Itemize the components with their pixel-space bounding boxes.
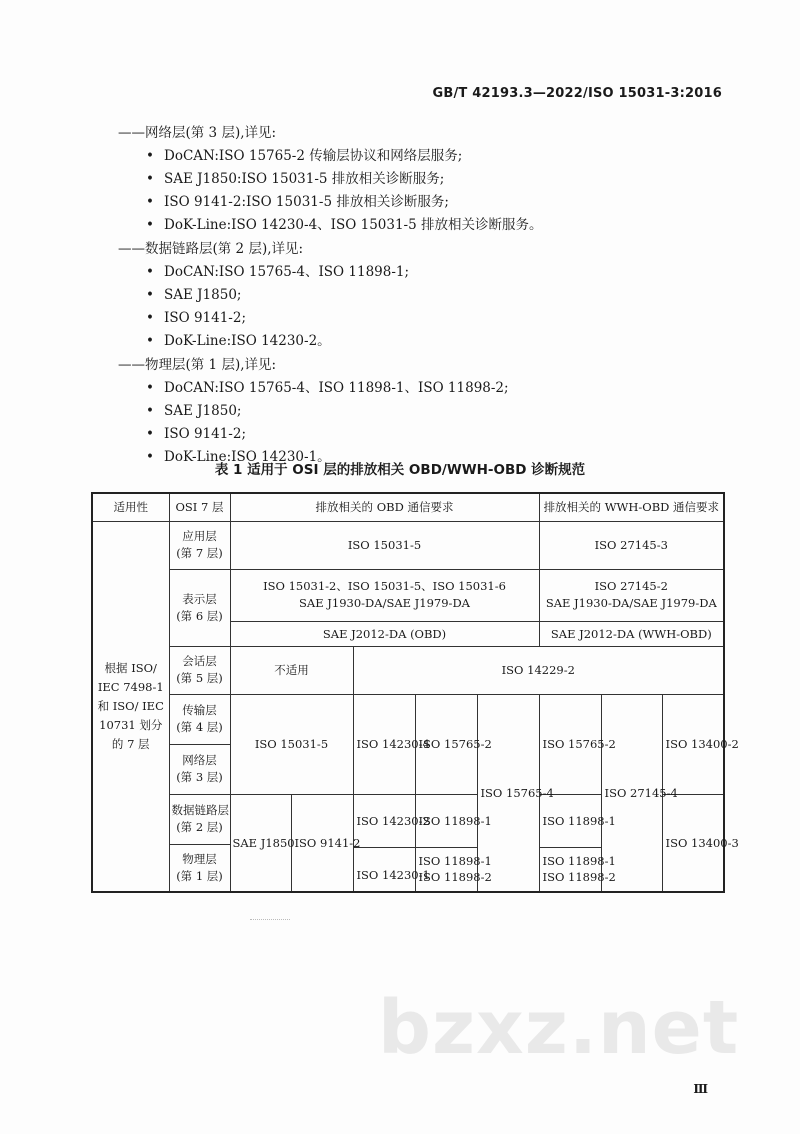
- cell-l43-kline: ISO 14230-4: [353, 694, 415, 794]
- layer-3-label: 网络层 (第 3 层): [169, 744, 230, 794]
- header-osi-layer: OSI 7 层: [169, 493, 230, 521]
- list-item: • DoK-Line:ISO 14230-4、ISO 15031-5 排放相关诊断服务。: [118, 214, 738, 237]
- list-item: • SAE J1850:ISO 15031-5 排放相关诊断服务;: [118, 168, 738, 191]
- cell-wwh-l43-docan: ISO 15765-2: [539, 694, 601, 794]
- bullet-icon: •: [146, 287, 154, 303]
- cell-l21-iso9141: ISO 9141-2: [291, 794, 353, 892]
- list-item: • DoK-Line:ISO 14230-1。: [118, 446, 738, 469]
- list-item: • ISO 9141-2:ISO 15031-5 排放相关诊断服务;: [118, 191, 738, 214]
- layer-details-list: [118, 121, 738, 469]
- layer-5-label: 会话层 (第 5 层): [169, 646, 230, 694]
- cell-l1-docan: ISO 11898-1 ISO 11898-2: [415, 847, 477, 892]
- cell-l6-obd-da: SAE J2012-DA (OBD): [230, 621, 539, 646]
- layer-4-label: 传输层 (第 4 层): [169, 694, 230, 744]
- list-item: • DoK-Line:ISO 14230-2。: [118, 330, 738, 353]
- list-item: • DoCAN:ISO 15765-4、ISO 11898-1;: [118, 261, 738, 284]
- table-row: [92, 646, 724, 694]
- table-row: [92, 694, 724, 744]
- list-item: • SAE J1850;: [118, 400, 738, 423]
- cell-l7-wwh: ISO 27145-3: [539, 521, 724, 569]
- group-title-data-link-layer: ——数据链路层(第 2 层),详见:: [118, 241, 304, 257]
- cell-docan-l1-4: ISO 15765-4: [477, 694, 539, 892]
- cell-l5-obd: 不适用: [230, 646, 353, 694]
- table-header-row: [92, 493, 724, 521]
- cell-l5-rest: ISO 14229-2: [353, 646, 724, 694]
- bullet-icon: •: [146, 217, 154, 233]
- applicability-scope: 根据 ISO/ IEC 7498-1 和 ISO/ IEC 10731 划分的 7 层: [92, 521, 169, 892]
- layer-6-label: 表示层 (第 6 层): [169, 569, 230, 646]
- group-title-physical-layer: ——物理层(第 1 层),详见:: [118, 357, 277, 373]
- layer-2-label: 数据链路层 (第 2 层): [169, 794, 230, 844]
- bullet-icon: •: [146, 449, 154, 465]
- bullet-icon: •: [146, 333, 154, 349]
- osi-layer-table: [91, 492, 739, 893]
- cell-wwh-l2-docan: ISO 11898-1: [539, 794, 601, 847]
- bullet-icon: •: [146, 148, 154, 164]
- cell-l1-kline: ISO 14230-1: [353, 847, 415, 892]
- table-caption: 表 1 适用于 OSI 层的排放相关 OBD/WWH-OBD 诊断规范: [214, 462, 586, 478]
- cell-l43-docan: ISO 15765-2: [415, 694, 477, 794]
- bullet-icon: •: [146, 171, 154, 187]
- cell-l7-obd: ISO 15031-5: [230, 521, 539, 569]
- cell-l6-obd: ISO 15031-2、ISO 15031-5、ISO 15031-6 SAE J1930-DA/SAE J1979-DA: [230, 569, 539, 621]
- standard-code-header: GB/T 42193.3—2022/ISO 15031-3:2016: [432, 86, 722, 101]
- layer-1-label: 物理层 (第 1 层): [169, 844, 230, 892]
- watermark: bzxz.net: [378, 985, 740, 1071]
- list-item: • DoCAN:ISO 15765-2 传输层协议和网络层服务;: [118, 145, 738, 168]
- bullet-icon: •: [146, 264, 154, 280]
- table-row: [92, 569, 724, 621]
- cell-wwh-l43-doip: ISO 13400-2: [662, 694, 724, 794]
- cell-l2-docan: ISO 11898-1: [415, 794, 477, 847]
- table-row: [92, 521, 724, 569]
- cell-wwh-l1-docan: ISO 11898-1 ISO 11898-2: [539, 847, 601, 892]
- cell-wwh-l21-doip: ISO 13400-3: [662, 794, 724, 892]
- cell-l6-wwh: ISO 27145-2 SAE J1930-DA/SAE J1979-DA: [539, 569, 724, 621]
- cell-wwh-27145-4: ISO 27145-4: [601, 694, 662, 892]
- list-item: • SAE J1850;: [118, 284, 738, 307]
- bullet-icon: •: [146, 380, 154, 396]
- cell-l43-obd: ISO 15031-5: [230, 694, 353, 794]
- layer-7-label: 应用层 (第 7 层): [169, 521, 230, 569]
- bullet-icon: •: [146, 310, 154, 326]
- bullet-icon: •: [146, 194, 154, 210]
- header-wwh-obd: 排放相关的 WWH-OBD 通信要求: [539, 493, 724, 521]
- bullet-icon: •: [146, 403, 154, 419]
- list-item: • DoCAN:ISO 15765-4、ISO 11898-1、ISO 11898-2;: [118, 377, 738, 400]
- header-applicability: 适用性: [92, 493, 169, 521]
- group-title-network-layer: ——网络层(第 3 层),详见:: [118, 125, 277, 141]
- header-obd: 排放相关的 OBD 通信要求: [230, 493, 539, 521]
- list-item: • ISO 9141-2;: [118, 307, 738, 330]
- list-item: • ISO 9141-2;: [118, 423, 738, 446]
- cell-l2-kline: ISO 14230-2: [353, 794, 415, 847]
- bullet-icon: •: [146, 426, 154, 442]
- page-number: Ⅲ: [693, 1082, 708, 1096]
- scan-artifact: [250, 919, 290, 922]
- cell-l21-sae: SAE J1850: [230, 794, 291, 892]
- cell-l6-wwh-da: SAE J2012-DA (WWH-OBD): [539, 621, 724, 646]
